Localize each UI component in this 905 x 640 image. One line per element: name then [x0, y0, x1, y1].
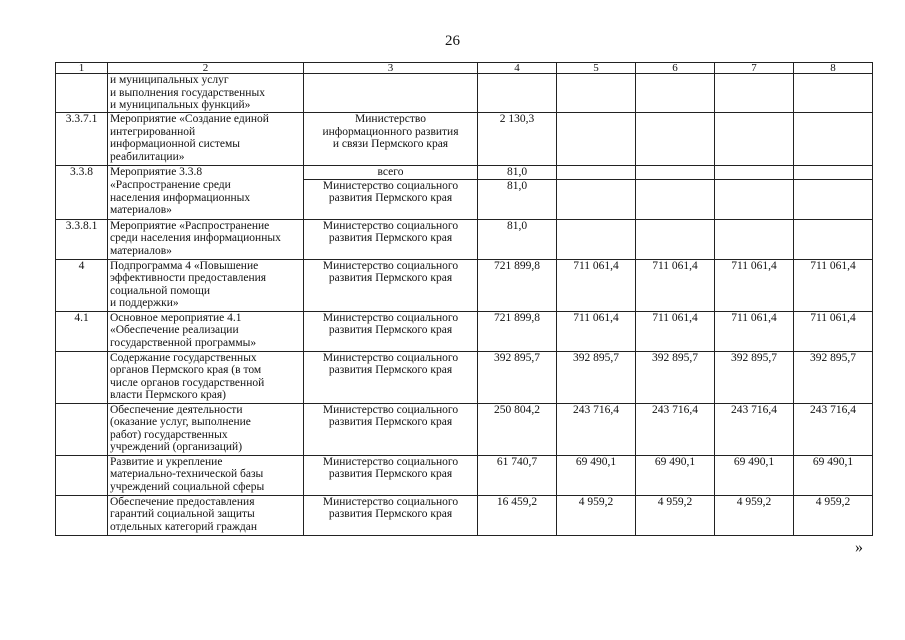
value-cell: 4 959,2 — [794, 495, 873, 535]
row-title: Обеспечение деятельности (оказание услуг, выполнение работ) государственных учреждений (организаций) — [108, 403, 304, 455]
value-cell: 711 061,4 — [557, 311, 636, 351]
table-row — [56, 113, 873, 166]
value-cell — [636, 179, 715, 219]
value-cell — [557, 219, 636, 259]
row-code: 4 — [56, 259, 108, 311]
row-code — [56, 351, 108, 403]
table-row — [56, 495, 873, 535]
row-executor: Министерство социального развития Пермского края — [304, 311, 478, 351]
row-code: 4.1 — [56, 311, 108, 351]
page-number: 26 — [445, 33, 460, 49]
row-title: и муниципальных услуг и выполнения государственных и муниципальных функций» — [108, 74, 304, 113]
value-cell — [557, 113, 636, 166]
value-cell: 243 716,4 — [557, 403, 636, 455]
value-cell: 61 740,7 — [478, 455, 557, 495]
row-title: Мероприятие «Распространение среди населения информационных материалов» — [108, 219, 304, 259]
value-cell: 392 895,7 — [557, 351, 636, 403]
value-cell: 69 490,1 — [794, 455, 873, 495]
value-cell — [794, 179, 873, 219]
row-code: 3.3.7.1 — [56, 113, 108, 166]
value-cell: 81,0 — [478, 166, 557, 180]
value-cell: 69 490,1 — [557, 455, 636, 495]
row-title: Содержание государственных органов Пермского края (в том числе органов государственной власти Пермского края) — [108, 351, 304, 403]
value-cell: 711 061,4 — [715, 259, 794, 311]
value-cell: 250 804,2 — [478, 403, 557, 455]
table-row — [56, 179, 873, 219]
row-executor: Министерство информационного развития и связи Пермского края — [304, 113, 478, 166]
value-cell — [794, 219, 873, 259]
value-cell — [794, 74, 873, 113]
value-cell — [636, 74, 715, 113]
row-executor: Министерство социального развития Пермского края — [304, 179, 478, 219]
value-cell: 16 459,2 — [478, 495, 557, 535]
row-title: Основное мероприятие 4.1 «Обеспечение реализации государственной программы» — [108, 311, 304, 351]
value-cell: 81,0 — [478, 179, 557, 219]
table-row — [56, 311, 873, 351]
value-cell: 711 061,4 — [794, 311, 873, 351]
value-cell — [557, 166, 636, 180]
row-executor: Министерство социального развития Пермского края — [304, 495, 478, 535]
row-executor: Министерство социального развития Пермского края — [304, 403, 478, 455]
table-row — [56, 166, 873, 180]
row-executor: Министерство социального развития Пермского края — [304, 259, 478, 311]
value-cell: 392 895,7 — [636, 351, 715, 403]
table-row — [56, 74, 873, 113]
value-cell: 711 061,4 — [794, 259, 873, 311]
value-cell — [794, 113, 873, 166]
value-cell: 69 490,1 — [636, 455, 715, 495]
value-cell — [715, 74, 794, 113]
row-code: 3.3.8 — [56, 166, 108, 220]
column-header: 1 — [56, 63, 108, 74]
table-row — [56, 455, 873, 495]
row-executor: всего — [304, 166, 478, 180]
row-code: 3.3.8.1 — [56, 219, 108, 259]
row-title: Обеспечение предоставления гарантий социальной защиты отдельных категорий граждан — [108, 495, 304, 535]
value-cell — [715, 179, 794, 219]
row-title: Мероприятие «Создание единой интегрированной информационной системы реабилитации» — [108, 113, 304, 166]
value-cell — [715, 113, 794, 166]
value-cell: 711 061,4 — [715, 311, 794, 351]
column-header: 2 — [108, 63, 304, 74]
row-title: Мероприятие 3.3.8 — [108, 166, 304, 180]
row-code — [56, 495, 108, 535]
value-cell — [478, 74, 557, 113]
value-cell: 711 061,4 — [636, 259, 715, 311]
value-cell: 81,0 — [478, 219, 557, 259]
value-cell: 392 895,7 — [715, 351, 794, 403]
value-cell: 243 716,4 — [636, 403, 715, 455]
value-cell: 721 899,8 — [478, 311, 557, 351]
value-cell: 2 130,3 — [478, 113, 557, 166]
continuation-mark: » — [855, 539, 863, 556]
budget-table — [55, 62, 873, 536]
value-cell — [557, 179, 636, 219]
table-row — [56, 219, 873, 259]
value-cell — [636, 166, 715, 180]
value-cell: 711 061,4 — [557, 259, 636, 311]
value-cell: 69 490,1 — [715, 455, 794, 495]
column-header: 8 — [794, 63, 873, 74]
table-row — [56, 351, 873, 403]
table-row — [56, 403, 873, 455]
value-cell: 392 895,7 — [794, 351, 873, 403]
value-cell — [557, 74, 636, 113]
row-code — [56, 403, 108, 455]
value-cell: 721 899,8 — [478, 259, 557, 311]
column-number-row — [56, 63, 873, 74]
value-cell: 243 716,4 — [715, 403, 794, 455]
value-cell — [715, 219, 794, 259]
row-executor: Министерство социального развития Пермского края — [304, 351, 478, 403]
value-cell: 392 895,7 — [478, 351, 557, 403]
row-title: Развитие и укрепление материально-технической базы учреждений социальной сферы — [108, 455, 304, 495]
row-title: Подпрограмма 4 «Повышение эффективности предоставления социальной помощи и поддержки» — [108, 259, 304, 311]
column-header: 7 — [715, 63, 794, 74]
value-cell: 243 716,4 — [794, 403, 873, 455]
column-header: 6 — [636, 63, 715, 74]
column-header: 4 — [478, 63, 557, 74]
value-cell — [794, 166, 873, 180]
row-code — [56, 455, 108, 495]
table-row — [56, 259, 873, 311]
value-cell — [636, 219, 715, 259]
value-cell: 4 959,2 — [715, 495, 794, 535]
value-cell: 711 061,4 — [636, 311, 715, 351]
row-title: «Распространение среди населения информационных материалов» — [108, 179, 304, 219]
row-executor: Министерство социального развития Пермского края — [304, 455, 478, 495]
row-executor: Министерство социального развития Пермского края — [304, 219, 478, 259]
row-code — [56, 74, 108, 113]
value-cell — [636, 113, 715, 166]
row-executor — [304, 74, 478, 113]
value-cell: 4 959,2 — [636, 495, 715, 535]
value-cell: 4 959,2 — [557, 495, 636, 535]
value-cell — [715, 166, 794, 180]
column-header: 3 — [304, 63, 478, 74]
column-header: 5 — [557, 63, 636, 74]
